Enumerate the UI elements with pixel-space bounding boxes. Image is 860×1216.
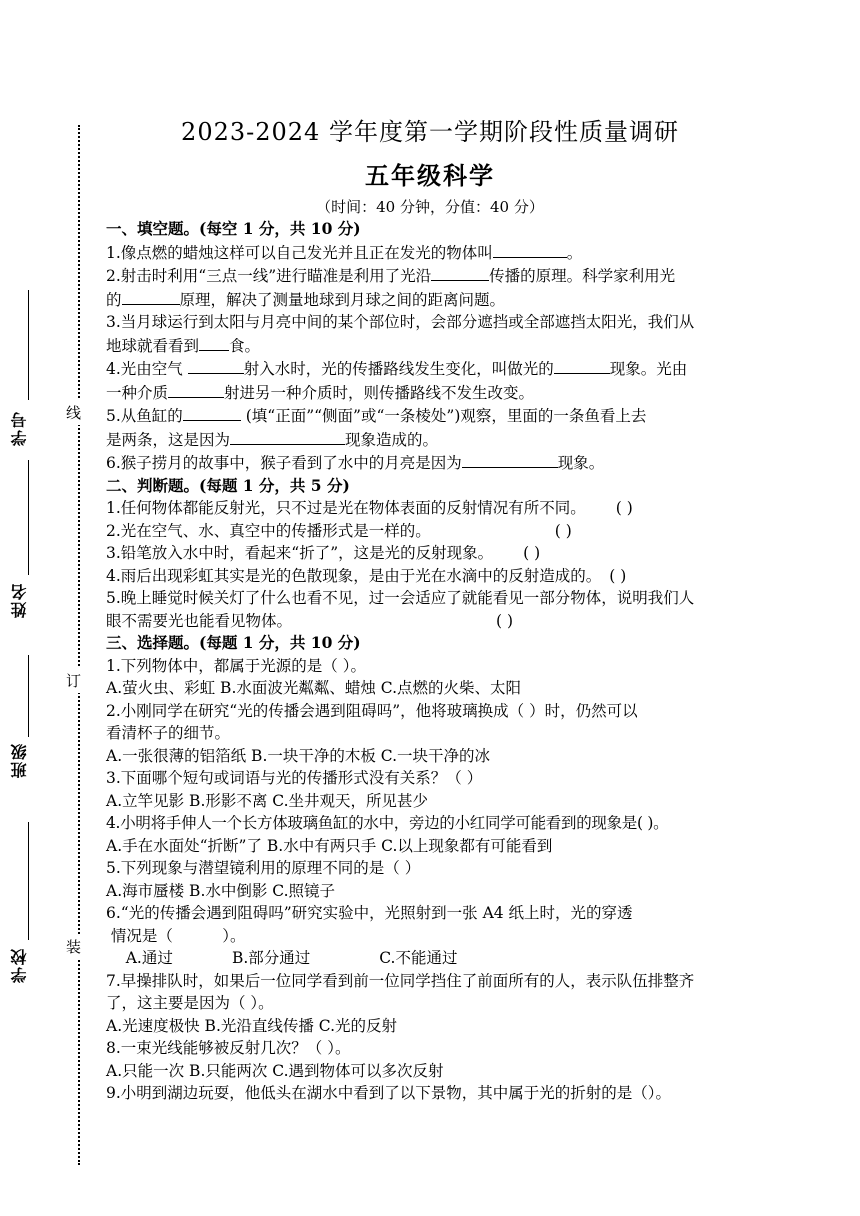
s3-q9: 9.小明到湖边玩耍，他低头在湖水中看到了以下景物，其中属于光的折射的是（）。 (106, 1084, 672, 1102)
answer-blank[interactable] (230, 428, 345, 445)
section3-heading: 三、选择题。(每题 1 分，共 10 分) (106, 633, 361, 652)
s3-q7-line1: 7.早操排队时，如果后一位同学看到前一位同学挡住了前面所有的人，表示队伍排整齐 (106, 971, 695, 990)
s3-q4-options: A.手在水面处“折断”了 B.水中有两只手 C.以上现象都有可能看到 (106, 836, 553, 855)
section1-heading: 一、填空题。(每空 1 分，共 10 分) (106, 219, 361, 238)
answer-paren[interactable]: ( ) (554, 521, 572, 540)
s2-q4: 4.雨后出现彩虹其实是光的色散现象，是由于光在水滴中的反射造成的。 ( ) (106, 565, 766, 588)
s2-q2: 2.光在空气、水、真空中的传播形式是一样的。 ( ) (106, 520, 766, 543)
school-label: 学校 (10, 947, 29, 983)
exam-subtitle: 五年级科学 (365, 162, 495, 190)
s2-q5-line2: 眼不需要光也能看见物体。 ( ) (106, 610, 766, 633)
s3-q1: 1.下列物体中，都属于光源的是（ ）。 (106, 656, 366, 675)
s3-q4: 4.小明将手伸人一个长方体玻璃鱼缸的水中，旁边的小红同学可能看到的现象是( )。 (106, 814, 669, 832)
exam-content (106, 218, 766, 1105)
s1-q2-line2: 的 原理，解决了测量地球到月球之间的距离问题。 (106, 288, 766, 312)
class-field (28, 655, 29, 737)
answer-paren[interactable]: ( ) (615, 499, 633, 517)
class-label: 班级 (10, 742, 29, 778)
school-field (28, 822, 29, 940)
s1-q5-line1: 5.从鱼缸的 (填“正面”“侧面”或“一条棱处”)观察，里面的一条鱼看上去 (106, 404, 766, 428)
binding-char-zhuang: 装 (66, 934, 81, 959)
s3-q7-line2: 了，这主要是因为（ ）。 (106, 994, 274, 1012)
s3-q2-line2: 看清杯子的细节。 (106, 724, 231, 742)
s3-q6-options: A.通过 B.部分通过 C.不能通过 (106, 949, 458, 967)
s3-q2-line1: 2.小刚同学在研究“光的传播会遇到阻碍吗”，他将玻璃换成（ ）时，仍然可以 (106, 701, 638, 720)
s3-q5-options: A.海市蜃楼 B.水中倒影 C.照镜子 (106, 881, 336, 900)
answer-blank[interactable] (493, 241, 567, 258)
s3-q8-options: A.只能一次 B.只能两次 C.遇到物体可以多次反射 (106, 1061, 444, 1080)
answer-paren[interactable]: ( ) (609, 566, 627, 585)
answer-blank[interactable] (431, 264, 489, 281)
s3-q3-options: A.立竿见影 B.形影不离 C.坐井观天，所见甚少 (106, 791, 429, 810)
s2-q5-line1: 5.晚上睡觉时候关灯了什么也看不见，过一会适应了就能看见一部分物体，说明我们人 (106, 589, 695, 607)
s3-q6-line2: 情况是（ ）。 (106, 926, 246, 945)
answer-blank[interactable] (199, 334, 229, 351)
s3-q5: 5.下列现象与潜望镜利用的原理不同的是（ ） (106, 859, 421, 877)
s1-q3-line2: 地球就看看到 食。 (106, 334, 766, 358)
section2-heading: 二、判断题。(每题 1 分，共 5 分) (106, 475, 350, 495)
s3-q8: 8.一束光线能够被反射几次？（ ）。 (106, 1039, 351, 1057)
s1-q4-line2: 一种介质 射进另一种介质时，则传播路线不发生改变。 (106, 381, 766, 405)
s1-q3-line1: 3.当月球运行到太阳与月亮中间的某个部位时，会部分遮挡或全部遮挡太阳光，我们从 (106, 313, 695, 331)
s2-q1: 1.任何物体都能反射光，只不过是光在物体表面的反射情况有所不同。 ( ) (106, 497, 766, 520)
answer-paren[interactable]: ( ) (523, 544, 541, 562)
answer-blank[interactable] (122, 288, 180, 305)
exam-title: 2023-2024 学年度第一学期阶段性质量调研 (181, 118, 679, 146)
binding-char-ding: 订 (66, 668, 81, 693)
answer-blank[interactable] (183, 404, 241, 421)
answer-blank[interactable] (168, 381, 224, 398)
s3-q1-options: A.萤火虫、彩虹 B.水面波光粼粼、蜡烛 C.点燃的火柴、太阳 (106, 679, 522, 697)
answer-blank[interactable] (188, 357, 244, 374)
time-info: （时间：40 分钟，分值：40 分） (316, 198, 544, 216)
answer-blank[interactable] (554, 357, 610, 374)
s1-q5-line2: 是两条，这是因为 现象造成的。 (106, 428, 766, 452)
s3-q7-options: A.光速度极快 B.光沿直线传播 C.光的反射 (106, 1016, 398, 1035)
answer-paren[interactable]: ( ) (496, 611, 514, 630)
s3-q2-options: A.一张很薄的铝箔纸 B.一块干净的木板 C.一块干净的冰 (106, 746, 491, 765)
name-label: 姓名 (10, 582, 29, 618)
s2-q3: 3.铅笔放入水中时，看起来“折了”，这是光的反射现象。 ( ) (106, 542, 766, 565)
s1-q2-line1: 2.射击时利用“三点一线”进行瞄准是利用了光沿 传播的原理。科学家利用光 (106, 264, 766, 288)
binding-char-xian: 线 (66, 400, 81, 425)
s3-q6-line1: 6.“光的传播会遇到阻碍吗”研究实验中，光照射到一张 A4 纸上时，光的穿透 (106, 904, 633, 922)
student-no-field (28, 290, 29, 400)
student-no-label: 学号 (10, 410, 29, 446)
s1-q1: 1.像点燃的蜡烛这样可以自己发光并且正在发光的物体叫 。 (106, 241, 766, 265)
s3-q3: 3.下面哪个短句或词语与光的传播形式没有关系？（ ） (106, 769, 483, 787)
s1-q6: 6.猴子捞月的故事中，猴子看到了水中的月亮是因为 现象。 (106, 451, 766, 475)
answer-blank[interactable] (462, 451, 558, 468)
s1-q4-line1: 4.光由空气 射入水时，光的传播路线发生变化，叫做光的 现象。光由 (106, 357, 766, 381)
binding-dotted-line (78, 125, 80, 1165)
name-field (28, 460, 29, 575)
